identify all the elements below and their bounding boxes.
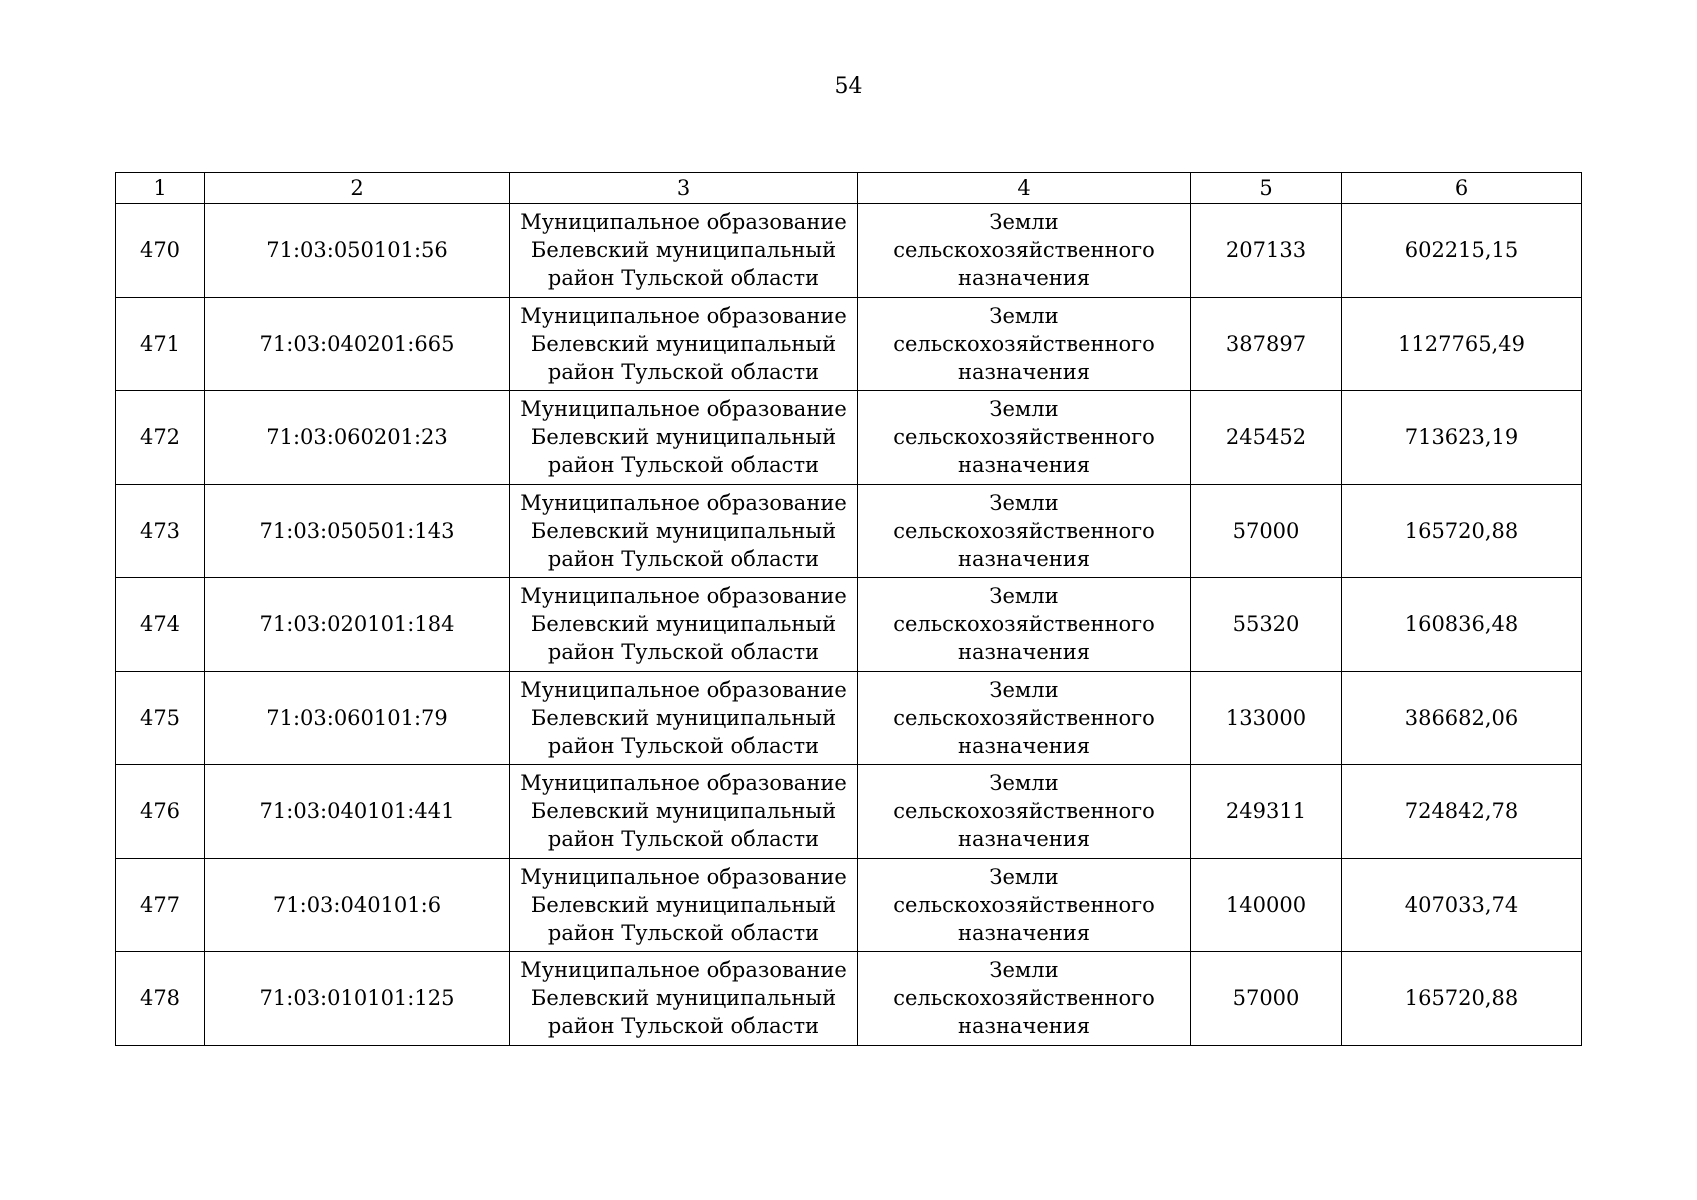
- land-category-cell: [858, 765, 1191, 859]
- column-number-cell: 4: [858, 173, 1191, 204]
- owner-cell-line: Белевский муниципальный: [530, 986, 837, 1011]
- owner-cell-line: район Тульской области: [547, 359, 820, 384]
- table-body: [116, 173, 1582, 1046]
- area-cell: 245452: [1191, 391, 1342, 485]
- land-category-cell-line: Земли: [989, 958, 1059, 983]
- owner-cell-line: Муниципальное образование: [520, 397, 847, 422]
- cadastral-value-cell: 165720,88: [1342, 952, 1582, 1046]
- owner-cell-line: Муниципальное образование: [520, 210, 847, 235]
- land-category-cell-line: сельскохозяйственного: [893, 705, 1155, 730]
- land-category-cell-line: Земли: [989, 584, 1059, 609]
- land-category-cell-line: назначения: [957, 827, 1091, 852]
- area-cell: 249311: [1191, 765, 1342, 859]
- table-row: [116, 671, 1582, 765]
- land-category-cell: [858, 671, 1191, 765]
- owner-cell-line: район Тульской области: [547, 546, 820, 571]
- cadastral-number-cell: 71:03:050501:143: [205, 484, 510, 578]
- cadastral-value-cell: 724842,78: [1342, 765, 1582, 859]
- owner-cell-line: Муниципальное образование: [520, 864, 847, 889]
- area-cell: 207133: [1191, 204, 1342, 298]
- land-category-cell-line: назначения: [957, 1014, 1091, 1039]
- page-number: 54: [834, 74, 863, 99]
- table-row: [116, 858, 1582, 952]
- column-number-cell: 1: [116, 173, 205, 204]
- land-category-cell-line: Земли: [989, 864, 1059, 889]
- land-category-cell: [858, 858, 1191, 952]
- column-number-row: [116, 173, 1582, 204]
- owner-cell-line: район Тульской области: [547, 827, 820, 852]
- land-category-cell-line: Земли: [989, 397, 1059, 422]
- cadastral-number-cell: 71:03:060201:23: [205, 391, 510, 485]
- owner-cell-line: район Тульской области: [547, 733, 820, 758]
- area-cell: 57000: [1191, 952, 1342, 1046]
- land-category-cell-line: назначения: [957, 266, 1091, 291]
- row-number-cell: 475: [116, 671, 205, 765]
- owner-cell-line: Муниципальное образование: [520, 958, 847, 983]
- owner-cell-line: Белевский муниципальный: [530, 238, 837, 263]
- table-row: [116, 297, 1582, 391]
- column-number-cell: 5: [1191, 173, 1342, 204]
- land-category-cell: [858, 391, 1191, 485]
- land-category-cell-line: сельскохозяйственного: [893, 892, 1155, 917]
- table-row: [116, 952, 1582, 1046]
- land-category-cell-line: Земли: [989, 677, 1059, 702]
- column-number-cell: 3: [510, 173, 858, 204]
- owner-cell-line: Белевский муниципальный: [530, 425, 837, 450]
- owner-cell-line: Белевский муниципальный: [530, 799, 837, 824]
- land-category-cell: [858, 204, 1191, 298]
- land-category-cell-line: Земли: [989, 303, 1059, 328]
- land-category-cell-line: сельскохозяйственного: [893, 238, 1155, 263]
- land-category-cell-line: сельскохозяйственного: [893, 612, 1155, 637]
- table-row: [116, 578, 1582, 672]
- land-category-cell-line: сельскохозяйственного: [893, 518, 1155, 543]
- land-category-cell-line: назначения: [957, 359, 1091, 384]
- owner-cell-line: Муниципальное образование: [520, 490, 847, 515]
- land-category-cell-line: назначения: [957, 546, 1091, 571]
- cadastral-number-cell: 71:03:010101:125: [205, 952, 510, 1046]
- owner-cell-line: Муниципальное образование: [520, 677, 847, 702]
- owner-cell-line: Белевский муниципальный: [530, 892, 837, 917]
- owner-cell-line: Муниципальное образование: [520, 303, 847, 328]
- row-number-cell: 476: [116, 765, 205, 859]
- land-category-cell: [858, 297, 1191, 391]
- row-number-cell: 478: [116, 952, 205, 1046]
- owner-cell-line: Муниципальное образование: [520, 584, 847, 609]
- table-row: [116, 204, 1582, 298]
- land-category-cell-line: Земли: [989, 490, 1059, 515]
- cadastral-number-cell: 71:03:040101:6: [205, 858, 510, 952]
- cadastral-value-cell: 713623,19: [1342, 391, 1582, 485]
- land-category-cell-line: сельскохозяйственного: [893, 799, 1155, 824]
- owner-cell: [510, 484, 858, 578]
- owner-cell: [510, 204, 858, 298]
- cadastral-value-cell: 602215,15: [1342, 204, 1582, 298]
- owner-cell-line: Белевский муниципальный: [530, 612, 837, 637]
- cadastral-value-cell: 165720,88: [1342, 484, 1582, 578]
- land-category-cell-line: Земли: [989, 210, 1059, 235]
- owner-cell: [510, 671, 858, 765]
- row-number-cell: 473: [116, 484, 205, 578]
- cadastral-number-cell: 71:03:040101:441: [205, 765, 510, 859]
- table-row: [116, 765, 1582, 859]
- owner-cell-line: район Тульской области: [547, 453, 820, 478]
- row-number-cell: 471: [116, 297, 205, 391]
- owner-cell-line: район Тульской области: [547, 1014, 820, 1039]
- row-number-cell: 472: [116, 391, 205, 485]
- land-plots-table: [115, 172, 1582, 1046]
- row-number-cell: 470: [116, 204, 205, 298]
- table-row: [116, 391, 1582, 485]
- area-cell: 140000: [1191, 858, 1342, 952]
- owner-cell-line: Муниципальное образование: [520, 771, 847, 796]
- row-number-cell: 474: [116, 578, 205, 672]
- column-number-cell: 2: [205, 173, 510, 204]
- cadastral-number-cell: 71:03:050101:56: [205, 204, 510, 298]
- land-category-cell: [858, 952, 1191, 1046]
- cadastral-number-cell: 71:03:020101:184: [205, 578, 510, 672]
- land-category-cell: [858, 578, 1191, 672]
- area-cell: 55320: [1191, 578, 1342, 672]
- owner-cell: [510, 297, 858, 391]
- land-category-cell-line: сельскохозяйственного: [893, 331, 1155, 356]
- land-category-cell-line: сельскохозяйственного: [893, 425, 1155, 450]
- owner-cell-line: Белевский муниципальный: [530, 518, 837, 543]
- land-category-cell-line: назначения: [957, 920, 1091, 945]
- column-number-cell: 6: [1342, 173, 1582, 204]
- row-number-cell: 477: [116, 858, 205, 952]
- cadastral-value-cell: 407033,74: [1342, 858, 1582, 952]
- area-cell: 57000: [1191, 484, 1342, 578]
- area-cell: 387897: [1191, 297, 1342, 391]
- land-category-cell-line: назначения: [957, 640, 1091, 665]
- owner-cell-line: район Тульской области: [547, 640, 820, 665]
- area-cell: 133000: [1191, 671, 1342, 765]
- land-category-cell-line: назначения: [957, 733, 1091, 758]
- cadastral-number-cell: 71:03:040201:665: [205, 297, 510, 391]
- owner-cell: [510, 765, 858, 859]
- owner-cell-line: район Тульской области: [547, 920, 820, 945]
- land-category-cell-line: Земли: [989, 771, 1059, 796]
- land-category-cell-line: сельскохозяйственного: [893, 986, 1155, 1011]
- cadastral-number-cell: 71:03:060101:79: [205, 671, 510, 765]
- cadastral-value-cell: 160836,48: [1342, 578, 1582, 672]
- owner-cell-line: район Тульской области: [547, 266, 820, 291]
- owner-cell: [510, 858, 858, 952]
- owner-cell: [510, 952, 858, 1046]
- owner-cell-line: Белевский муниципальный: [530, 331, 837, 356]
- owner-cell-line: Белевский муниципальный: [530, 705, 837, 730]
- table-row: [116, 484, 1582, 578]
- owner-cell: [510, 578, 858, 672]
- land-category-cell-line: назначения: [957, 453, 1091, 478]
- owner-cell: [510, 391, 858, 485]
- cadastral-value-cell: 1127765,49: [1342, 297, 1582, 391]
- land-category-cell: [858, 484, 1191, 578]
- cadastral-value-cell: 386682,06: [1342, 671, 1582, 765]
